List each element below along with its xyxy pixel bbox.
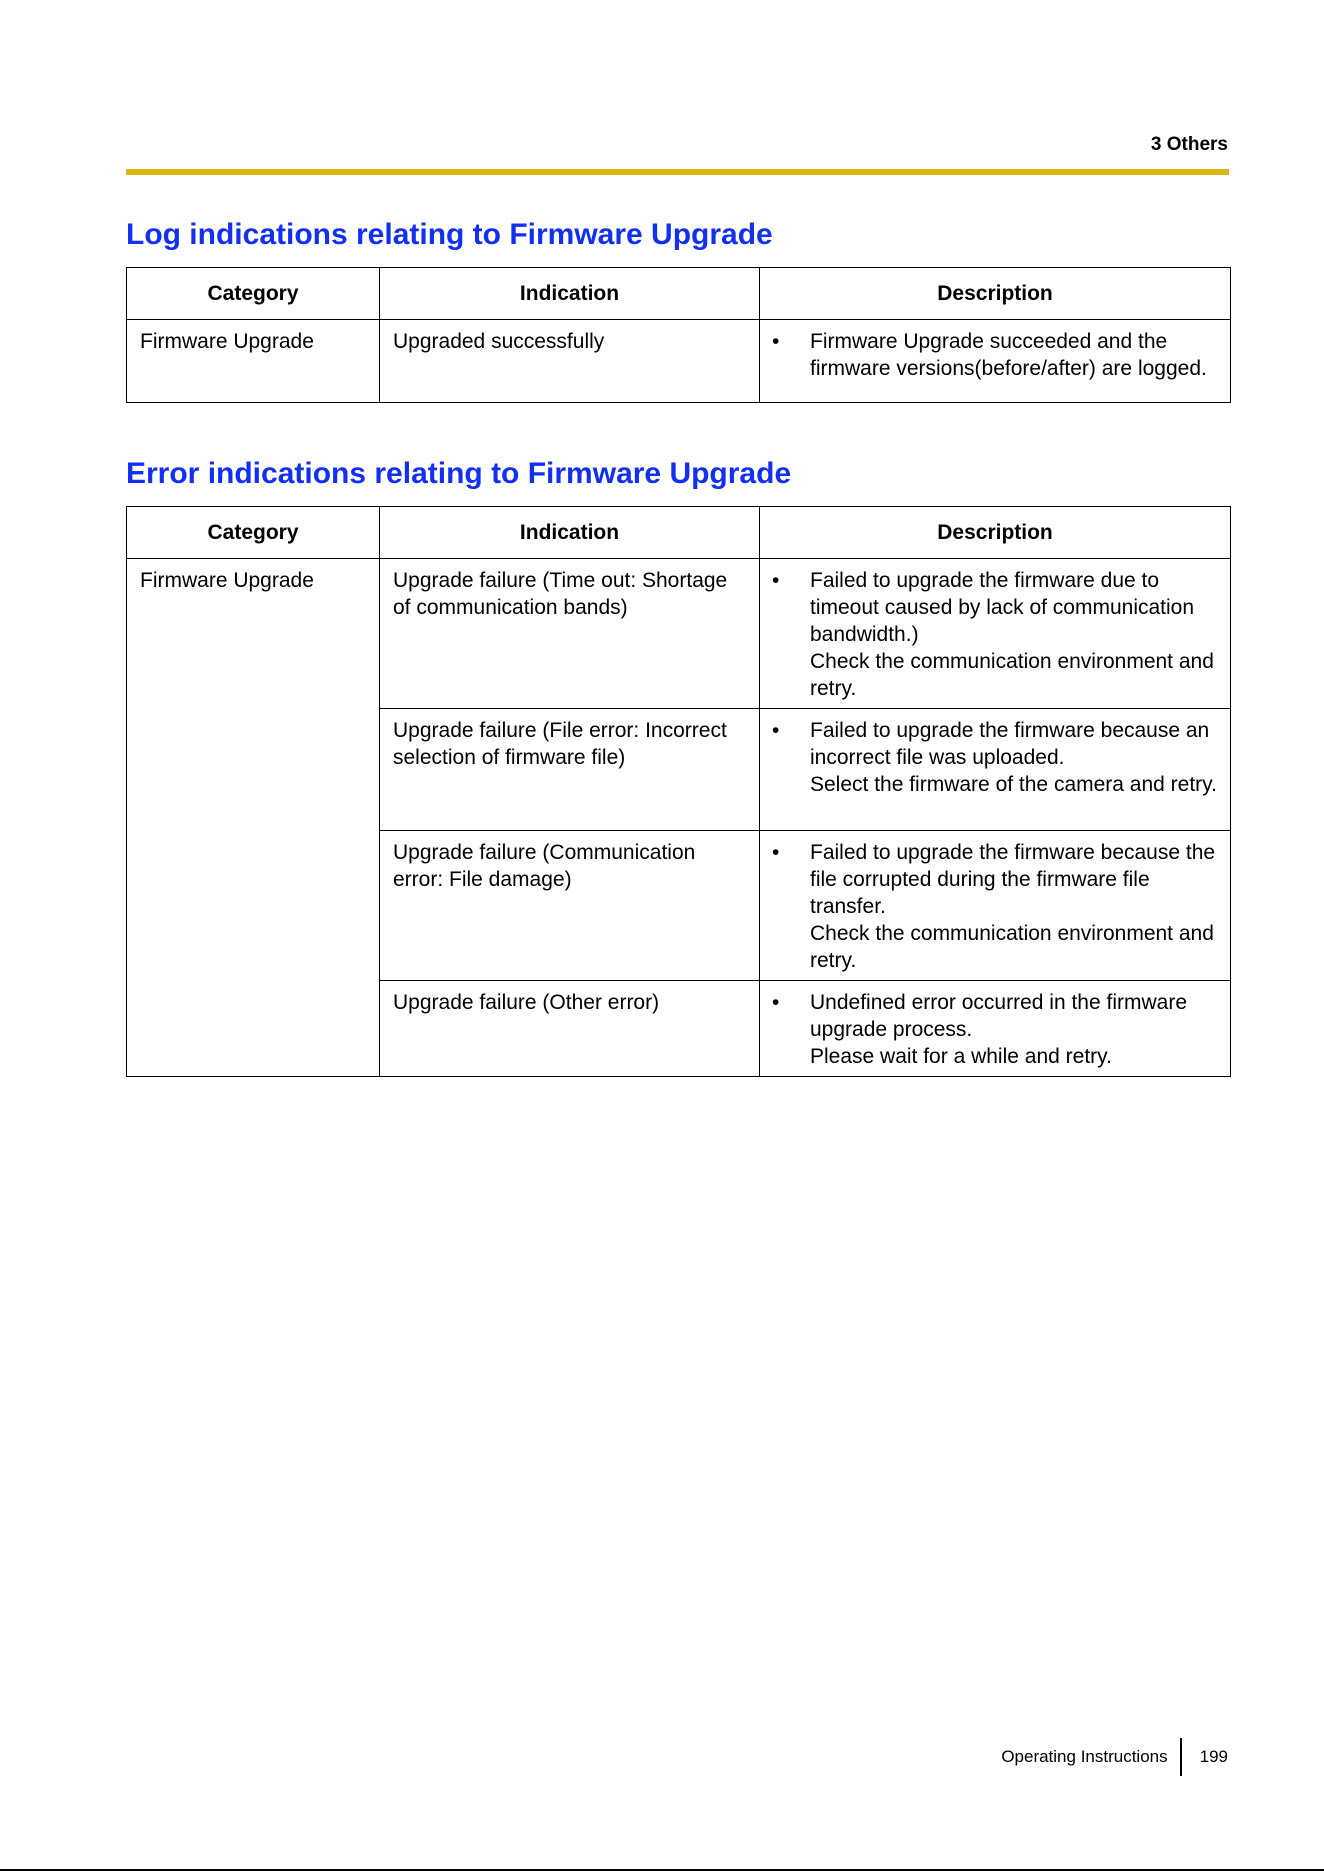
log-section-title: Log indications relating to Firmware Upgrade (126, 218, 773, 251)
column-header-indication: Indication (380, 268, 760, 320)
indication-cell: Upgraded successfully (380, 320, 760, 403)
description-action: Select the firmware of the camera and retry. (810, 773, 1217, 796)
description-cell (760, 709, 1231, 831)
header-rule (126, 169, 1229, 175)
description-action: Please wait for a while and retry. (810, 1045, 1112, 1068)
description-cell (760, 320, 1231, 403)
indication-cell: Upgrade failure (Communication error: File damage) (380, 831, 760, 981)
page-number: 199 (1199, 1747, 1228, 1766)
description-text: Undefined error occurred in the firmware upgrade process. (810, 991, 1187, 1041)
bullet: • (772, 330, 780, 353)
description-action: Check the communication environment and retry. (810, 922, 1214, 972)
page-footer (1001, 1738, 1228, 1776)
log-indications-table (126, 267, 1231, 403)
column-header-category: Category (127, 268, 380, 320)
description-text: Firmware Upgrade succeeded and the firmware versions(before/after) are logged. (810, 330, 1207, 380)
column-header-description: Description (760, 268, 1231, 320)
running-header-section: 3 Others (1150, 134, 1228, 155)
table-row (127, 559, 1231, 709)
footer-divider (1180, 1738, 1182, 1776)
column-header-category: Category (127, 507, 380, 559)
error-indications-table (126, 506, 1231, 1077)
bullet: • (772, 991, 780, 1014)
description-text: Failed to upgrade the firmware because an incorrect file was uploaded. (810, 719, 1210, 769)
indication-cell: Upgrade failure (Other error) (380, 981, 760, 1077)
category-cell: Firmware Upgrade (127, 559, 380, 1077)
bullet: • (772, 841, 780, 864)
column-header-description: Description (760, 507, 1231, 559)
indication-cell: Upgrade failure (File error: Incorrect selection of firmware file) (380, 709, 760, 831)
category-cell: Firmware Upgrade (127, 320, 380, 403)
table-row (127, 320, 1231, 403)
bullet: • (772, 719, 780, 742)
description-cell (760, 559, 1231, 709)
column-header-indication: Indication (380, 507, 760, 559)
error-section-title: Error indications relating to Firmware Upgrade (126, 457, 792, 490)
footer-doc-name: Operating Instructions (1001, 1747, 1168, 1766)
description-text: Failed to upgrade the firmware due to timeout caused by lack of communication bandwidth.) (810, 569, 1195, 646)
table-header-row (127, 507, 1231, 559)
table-header-row (127, 268, 1231, 320)
description-cell (760, 981, 1231, 1077)
description-text: Failed to upgrade the firmware because the file corrupted during the firmware file transfer. (810, 841, 1216, 918)
bullet: • (772, 569, 780, 592)
description-action: Check the communication environment and retry. (810, 650, 1214, 700)
page-bottom-edge (0, 1869, 1324, 1871)
description-cell (760, 831, 1231, 981)
indication-cell: Upgrade failure (Time out: Shortage of communication bands) (380, 559, 760, 709)
